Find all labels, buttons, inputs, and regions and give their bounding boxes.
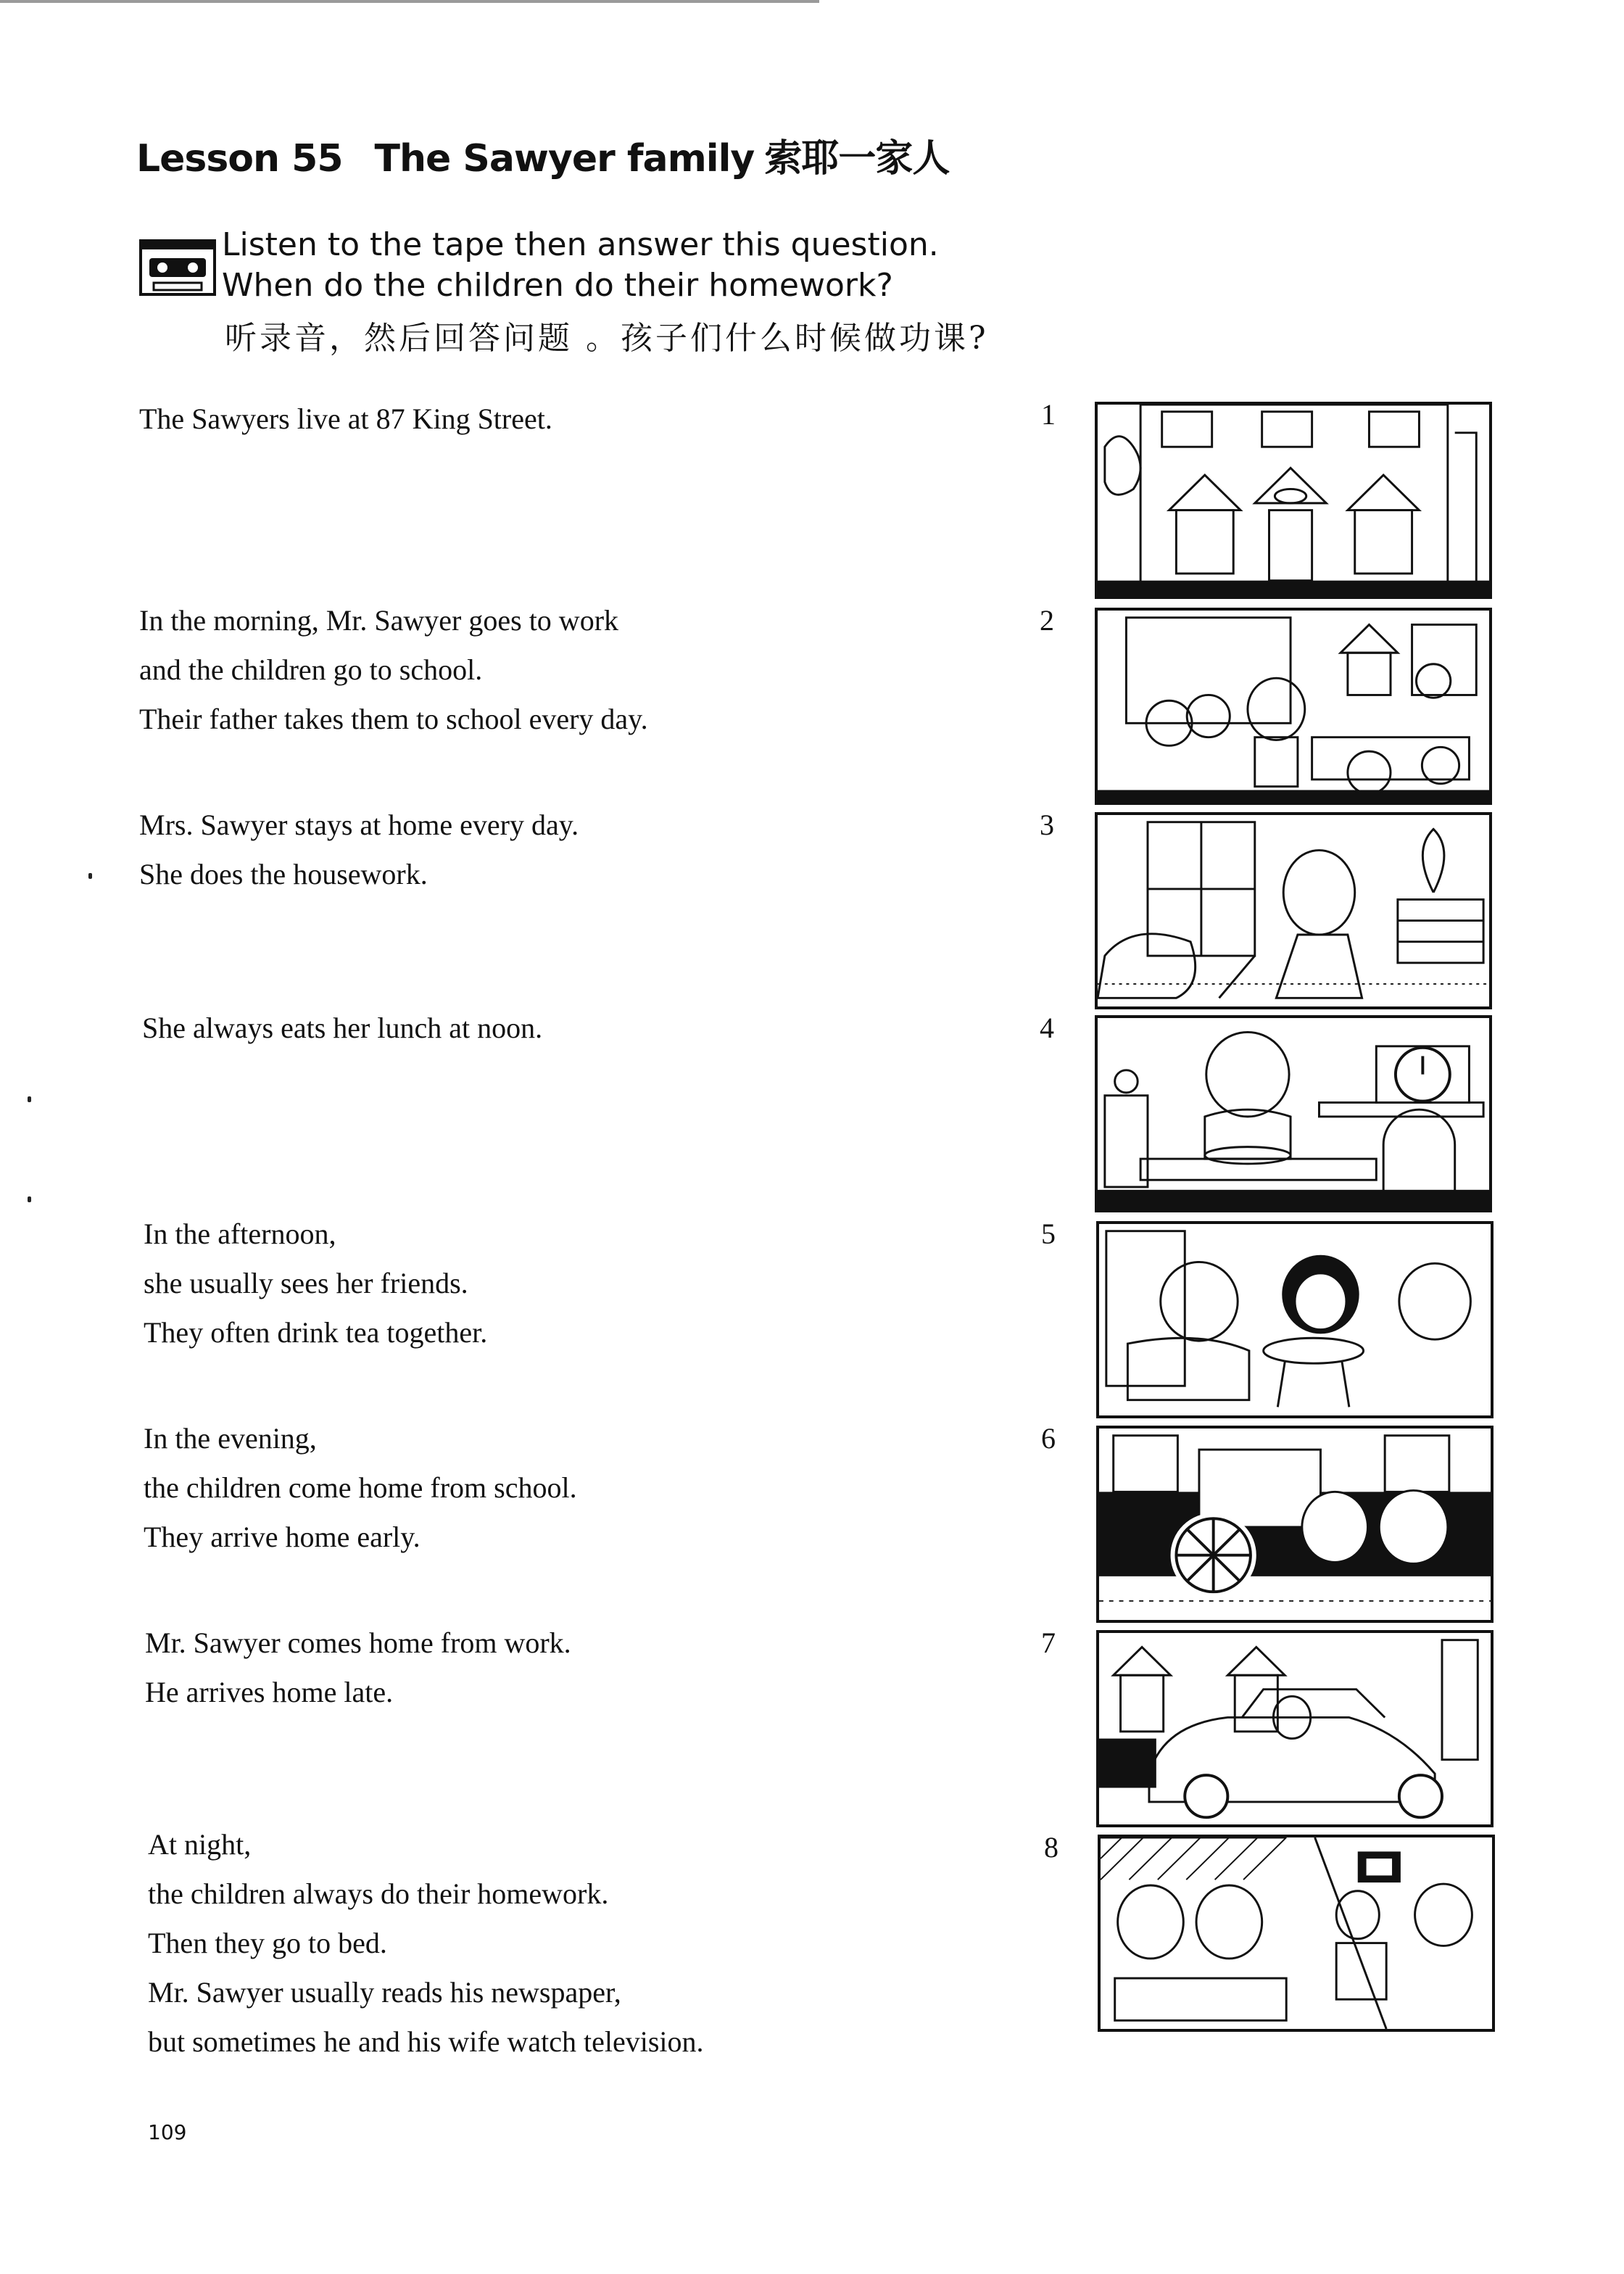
instruction-line-2: When do the children do their homework? (222, 267, 893, 304)
section-1-number: 1 (1041, 398, 1056, 431)
page-number: 109 (148, 2120, 187, 2144)
top-rule (0, 0, 819, 3)
scan-speck (28, 1096, 31, 1102)
lesson-title-cn: 索耶一家人 (764, 137, 950, 181)
illustration-1-house (1095, 402, 1492, 599)
lesson-title-en: The Sawyer family (374, 137, 755, 181)
section-3-text (139, 801, 579, 899)
section-5-text (144, 1210, 487, 1357)
text-line: In the evening, (144, 1422, 317, 1455)
illustration-2-going-to-school (1095, 608, 1492, 805)
cassette-tape-icon (139, 239, 216, 296)
text-line: Mr. Sawyer comes home from work. (145, 1626, 571, 1659)
text-line: She does the housework. (139, 858, 428, 890)
text-line: the children come home from school. (144, 1471, 577, 1504)
lesson-title (136, 128, 949, 182)
text-line: At night, (148, 1828, 252, 1861)
section-7-text (145, 1618, 571, 1717)
scan-speck (28, 1196, 31, 1202)
instruction-line-cn: 听录音，然后回答问题 。孩子们什么时候做功课? (225, 320, 989, 357)
illustration-5-tea-with-friends (1096, 1221, 1494, 1418)
text-line: Their father takes them to school every day. (139, 703, 648, 735)
text-line: Mr. Sawyer usually reads his newspaper, (148, 1976, 621, 2009)
text-line: They often drink tea together. (144, 1316, 488, 1349)
section-8-number: 8 (1044, 1831, 1058, 1864)
text-line: He arrives home late. (145, 1676, 394, 1708)
illustration-3-housework (1095, 812, 1492, 1009)
section-8-text (148, 1820, 704, 2067)
illustration-6-children-home (1096, 1426, 1494, 1623)
text-line: Then they go to bed. (148, 1927, 387, 1959)
text-line: she usually sees her friends. (144, 1267, 468, 1299)
section-7-number: 7 (1041, 1626, 1056, 1659)
section-6-text (144, 1414, 577, 1562)
illustration-7-father-home (1096, 1630, 1494, 1827)
section-4-number: 4 (1040, 1012, 1054, 1044)
text-line: the children always do their homework. (148, 1877, 609, 1910)
section-5-number: 5 (1041, 1217, 1056, 1250)
illustration-8-night (1098, 1835, 1495, 2032)
section-2-number: 2 (1040, 604, 1054, 637)
text-line: In the afternoon, (144, 1217, 336, 1250)
text-line: In the morning, Mr. Sawyer goes to work (139, 604, 619, 637)
section-6-number: 6 (1041, 1422, 1056, 1455)
text-line: They arrive home early. (144, 1521, 420, 1553)
illustration-4-lunch (1095, 1015, 1492, 1212)
text-line: but sometimes he and his wife watch television. (148, 2025, 704, 2058)
lesson-label: Lesson 55 (136, 137, 343, 181)
section-3-number: 3 (1040, 809, 1054, 841)
text-line: Mrs. Sawyer stays at home every day. (139, 809, 579, 841)
section-4-text (142, 1004, 542, 1053)
scan-speck (88, 873, 92, 879)
instruction-line-1: Listen to the tape then answer this question. (222, 226, 939, 263)
text-line: She always eats her lunch at noon. (142, 1012, 543, 1044)
section-1-text (139, 394, 552, 444)
text-line: and the children go to school. (139, 653, 483, 686)
text-line: The Sawyers live at 87 King Street. (139, 402, 552, 435)
section-2-text (139, 596, 648, 744)
